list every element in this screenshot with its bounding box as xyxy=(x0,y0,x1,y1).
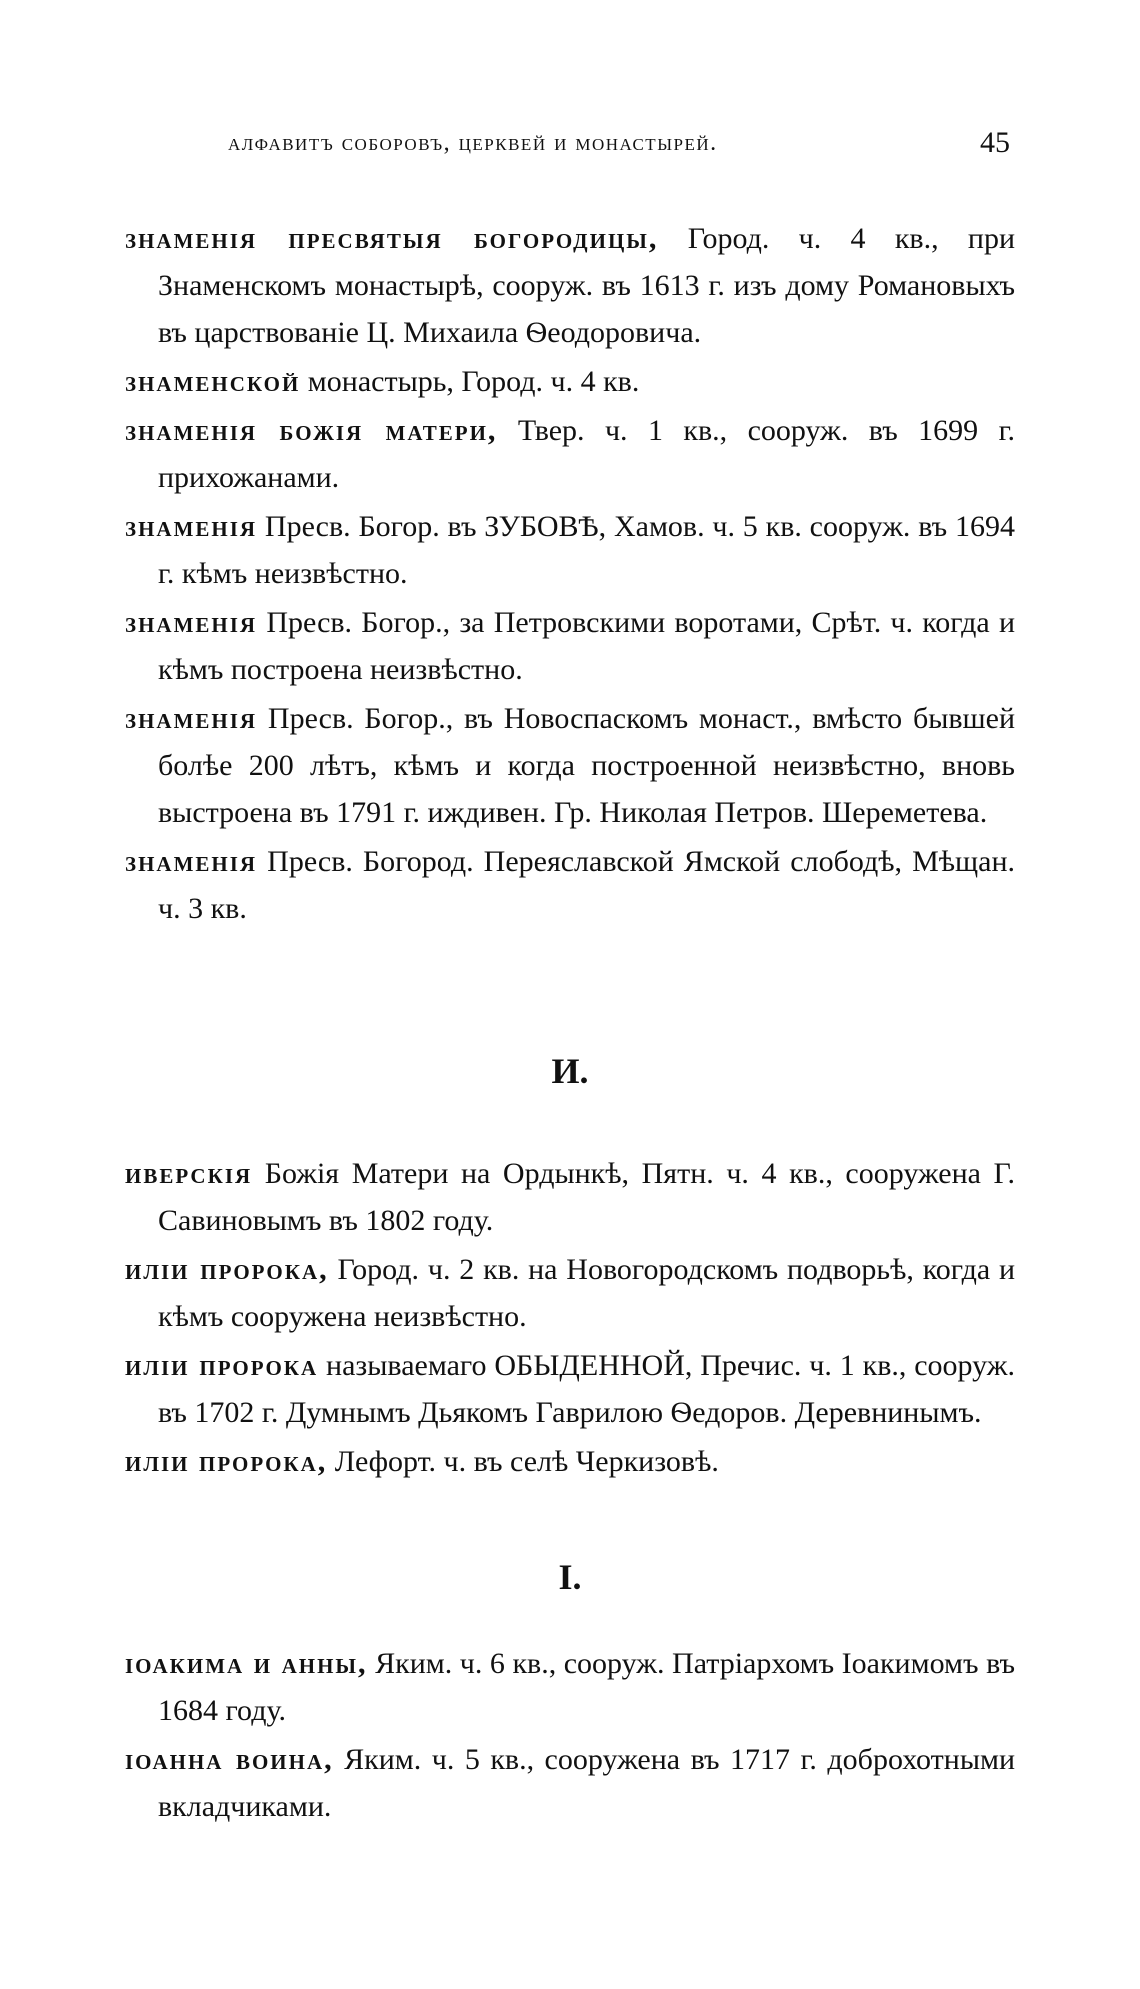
entry-text: Пресв. Богор., въ Новоспаскомъ монаст., вмѣсто бывшей болѣе 200 лѣтъ, кѣмъ и когда построенной неизвѣстно, вновь выстроена въ 1791 г. иждивен. Гр. Николая Петров. Шереметева. xyxy=(158,702,1016,829)
entry xyxy=(125,1640,1015,1734)
entry xyxy=(125,1150,1015,1244)
entry xyxy=(125,1438,1015,1485)
entry-head: іоакима и анны, xyxy=(125,1647,368,1680)
entry xyxy=(125,503,1015,597)
entry xyxy=(125,1736,1015,1830)
entry-head: иліи пророка xyxy=(125,1349,319,1382)
entry-text: Пресв. Богор., за Петровскими воротами, Срѣт. ч. когда и кѣмъ построена неизвѣстно. xyxy=(158,606,1015,686)
entry-text: Яким. ч. 6 кв., сооруж. Патріархомъ Іоакимомъ въ 1684 году. xyxy=(158,1647,1015,1727)
entry-text: Пресв. Богор. въ ЗУБОВѢ, Хамов. ч. 5 кв. сооруж. въ 1694 г. кѣмъ неизвѣстно. xyxy=(158,510,1015,590)
entries-i xyxy=(125,1150,1015,1487)
entry-text: Яким. ч. 5 кв., сооружена въ 1717 г. доброхотными вкладчиками. xyxy=(158,1743,1016,1823)
entry-head: знаменской xyxy=(125,365,301,398)
running-title: алфавитъ соборовъ, церквей и монастырей. xyxy=(228,130,718,156)
entry xyxy=(125,695,1015,836)
entry-head: иліи пророка, xyxy=(125,1253,329,1286)
entry xyxy=(125,358,1015,405)
page-number: 45 xyxy=(980,126,1010,159)
entry xyxy=(125,1342,1015,1436)
entry xyxy=(125,215,1015,356)
entry xyxy=(125,599,1015,693)
entry-text: Город. ч. 2 кв. на Новогородскомъ подворьѣ, когда и кѣмъ сооружена неизвѣстно. xyxy=(158,1253,1016,1333)
entries-z xyxy=(125,215,1015,934)
entry-text: Лефорт. ч. въ селѣ Черкизовѣ. xyxy=(334,1445,719,1478)
entry xyxy=(125,838,1015,932)
entry-text: Пресв. Богород. Переяславской Ямской слободѣ, Мѣщан. ч. 3 кв. xyxy=(158,845,1016,925)
entry xyxy=(125,407,1015,501)
entry-text: монастырь, Город. ч. 4 кв. xyxy=(307,365,640,398)
entry-head: знаменія xyxy=(125,845,258,878)
entry-head: знаменія xyxy=(125,510,258,543)
entry-text: называемаго ОБЫДЕННОЙ, Пречис. ч. 1 кв., сооруж. въ 1702 г. Думнымъ Дьякомъ Гаврилою Ѳедоров. Деревнинымъ. xyxy=(158,1349,1015,1429)
entry-head: знаменія пресвятыя богородицы, xyxy=(125,222,659,255)
entry-text: Твер. ч. 1 кв., сооруж. въ 1699 г. прихожанами. xyxy=(158,414,1015,494)
entry-head: иверскія xyxy=(125,1157,253,1190)
entries-io xyxy=(125,1640,1015,1832)
section-heading-i: И. xyxy=(551,1051,589,1091)
section-heading-io: I. xyxy=(558,1557,582,1597)
entry-head: иліи пророка, xyxy=(125,1445,328,1478)
entry-head: іоанна воина, xyxy=(125,1743,334,1776)
entry-text: Божія Матери на Ордынкѣ, Пятн. ч. 4 кв., сооружена Г. Савиновымъ въ 1802 году. xyxy=(158,1157,1015,1237)
entry-head: знаменія божія матери, xyxy=(125,414,498,447)
entry-head: знаменія xyxy=(125,606,258,639)
entry xyxy=(125,1246,1015,1340)
entry-text: Город. ч. 4 кв., при Знаменскомъ монастырѣ, сооруж. въ 1613 г. изъ дому Романовыхъ въ царствованіе Ц. Михаила Ѳеодоровича. xyxy=(158,222,1016,349)
entry-head: знаменія xyxy=(125,702,258,735)
